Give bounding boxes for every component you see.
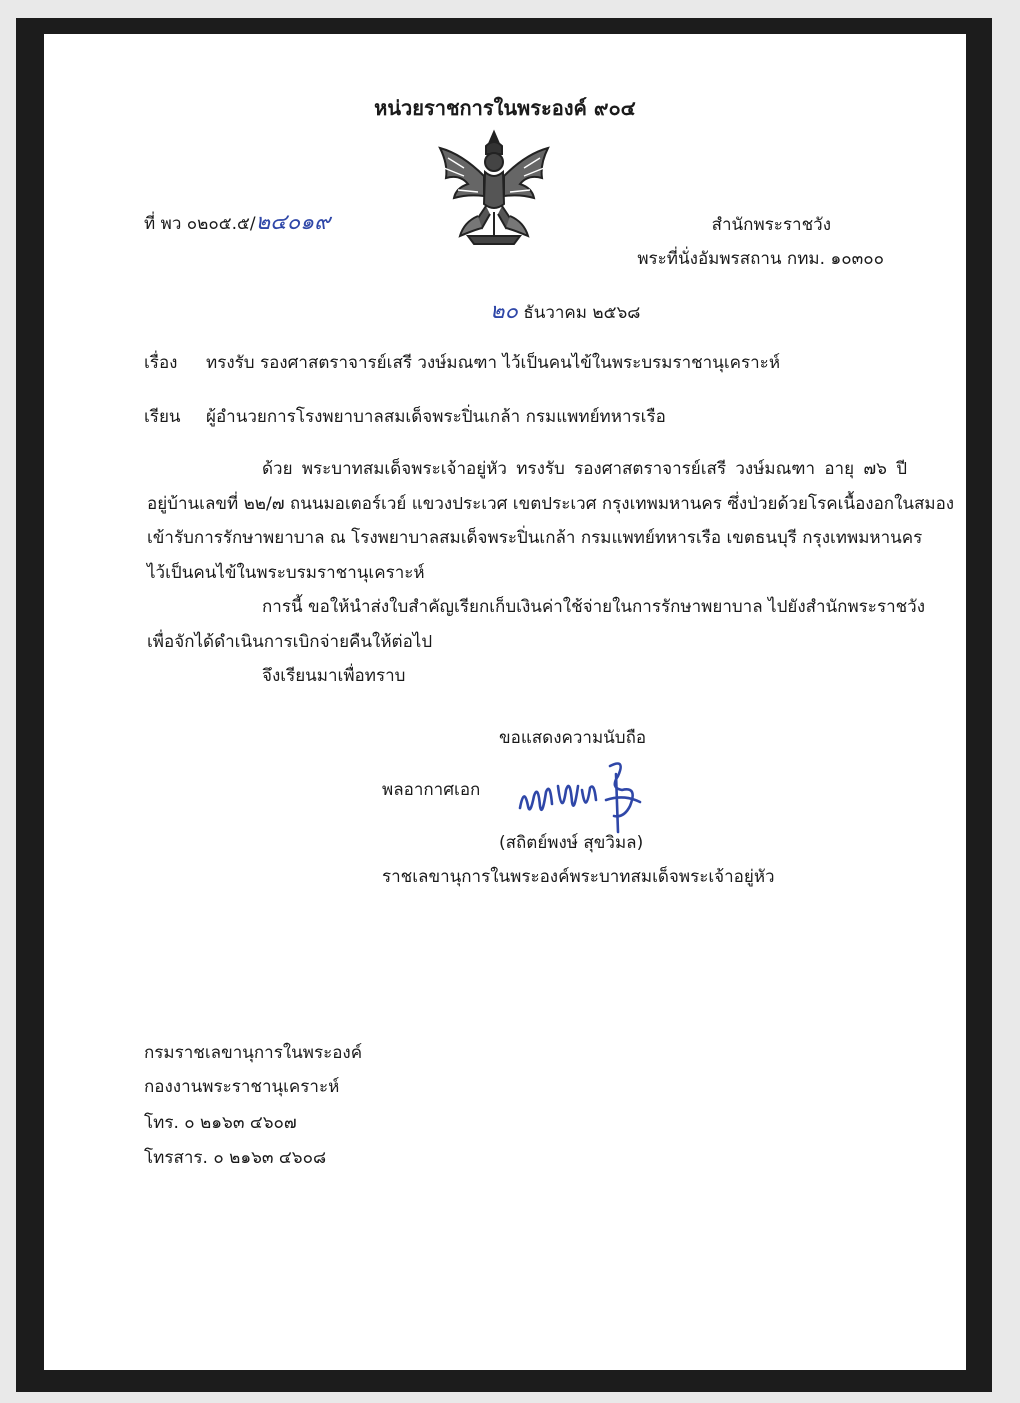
office-address: พระที่นั่งอัมพรสถาน กทม. ๑๐๓๐๐ (637, 249, 884, 269)
letter-date (490, 301, 640, 324)
to-text: ผู้อำนวยการโรงพยาบาลสมเด็จพระปิ่นเกล้า กรมแพทย์ทหารเรือ (206, 407, 666, 427)
body-line: การนี้ ขอให้นำส่งใบสำคัญเรียกเก็บเงินค่าใช้จ่ายในการรักษาพยาบาล ไปยังสำนักพระราชวัง (262, 597, 925, 617)
body-line: ไว้เป็นคนไข้ในพระบรมราชานุเคราะห์ (147, 562, 425, 583)
signer-title: ราชเลขานุการในพระองค์พระบาทสมเด็จพระเจ้าอยู่หัว (382, 867, 775, 887)
body-line: เพื่อจักได้ดำเนินการเบิกจ่ายคืนให้ต่อไป (147, 631, 433, 652)
closing-text: ขอแสดงความนับถือ (499, 728, 647, 748)
signer-name: (สถิตย์พงษ์ สุขวิมล) (499, 833, 644, 853)
footer-phone: โทร. ๐ ๒๑๖๓ ๔๖๐๗ (144, 1113, 297, 1133)
signer-rank: พลอากาศเอก (382, 780, 481, 800)
date-day-handwritten: ๒๐ (490, 299, 518, 324)
date-month-year: ธันวาคม ๒๕๖๘ (523, 303, 641, 323)
office-name: สำนักพระราชวัง (711, 215, 831, 235)
subject-text: ทรงรับ รองศาสตราจารย์เสรี วงษ์มณฑา ไว้เป็นคนไข้ในพระบรมราชานุเคราะห์ (206, 353, 781, 373)
agency-heading: หน่วยราชการในพระองค์ ๙๐๔ (374, 96, 636, 120)
body-line: จึงเรียนมาเพื่อทราบ (262, 666, 406, 686)
body-line: ด้วย พระบาทสมเด็จพระเจ้าอยู่หัว ทรงรับ รองศาสตราจารย์เสรี วงษ์มณฑา อายุ ๗๖ ปี (262, 459, 907, 479)
subject-label: เรื่อง (144, 353, 178, 373)
body-line: อยู่บ้านเลขที่ ๒๒/๗ ถนนมอเตอร์เวย์ แขวงประเวศ เขตประเวศ กรุงเทพมหานคร ซึ่งป่วยด้วยโรคเนื้องอกในสมอง (147, 493, 955, 514)
reference-number-handwritten: ๒๔๐๑๙ (255, 210, 331, 235)
reference-line (144, 212, 330, 235)
letter-page (44, 34, 966, 1370)
to-label: เรียน (144, 407, 181, 427)
footer-fax: โทรสาร. ๐ ๒๑๖๓ ๔๖๐๘ (144, 1148, 327, 1168)
body-line: เข้ารับการรักษาพยาบาล ณ โรงพยาบาลสมเด็จพระปิ่นเกล้า กรมแพทย์ทหารเรือ เขตธนบุรี กรุงเทพมหานคร (147, 528, 923, 548)
footer-division: กองงานพระราชานุเคราะห์ (144, 1077, 340, 1097)
handwritten-signature (514, 756, 644, 836)
garuda-emblem-icon (434, 124, 554, 252)
footer-department: กรมราชเลขานุการในพระองค์ (144, 1043, 363, 1063)
reference-prefix: ที่ พว ๐๒๐๕.๕/ (144, 214, 256, 234)
letter-body (147, 452, 955, 694)
